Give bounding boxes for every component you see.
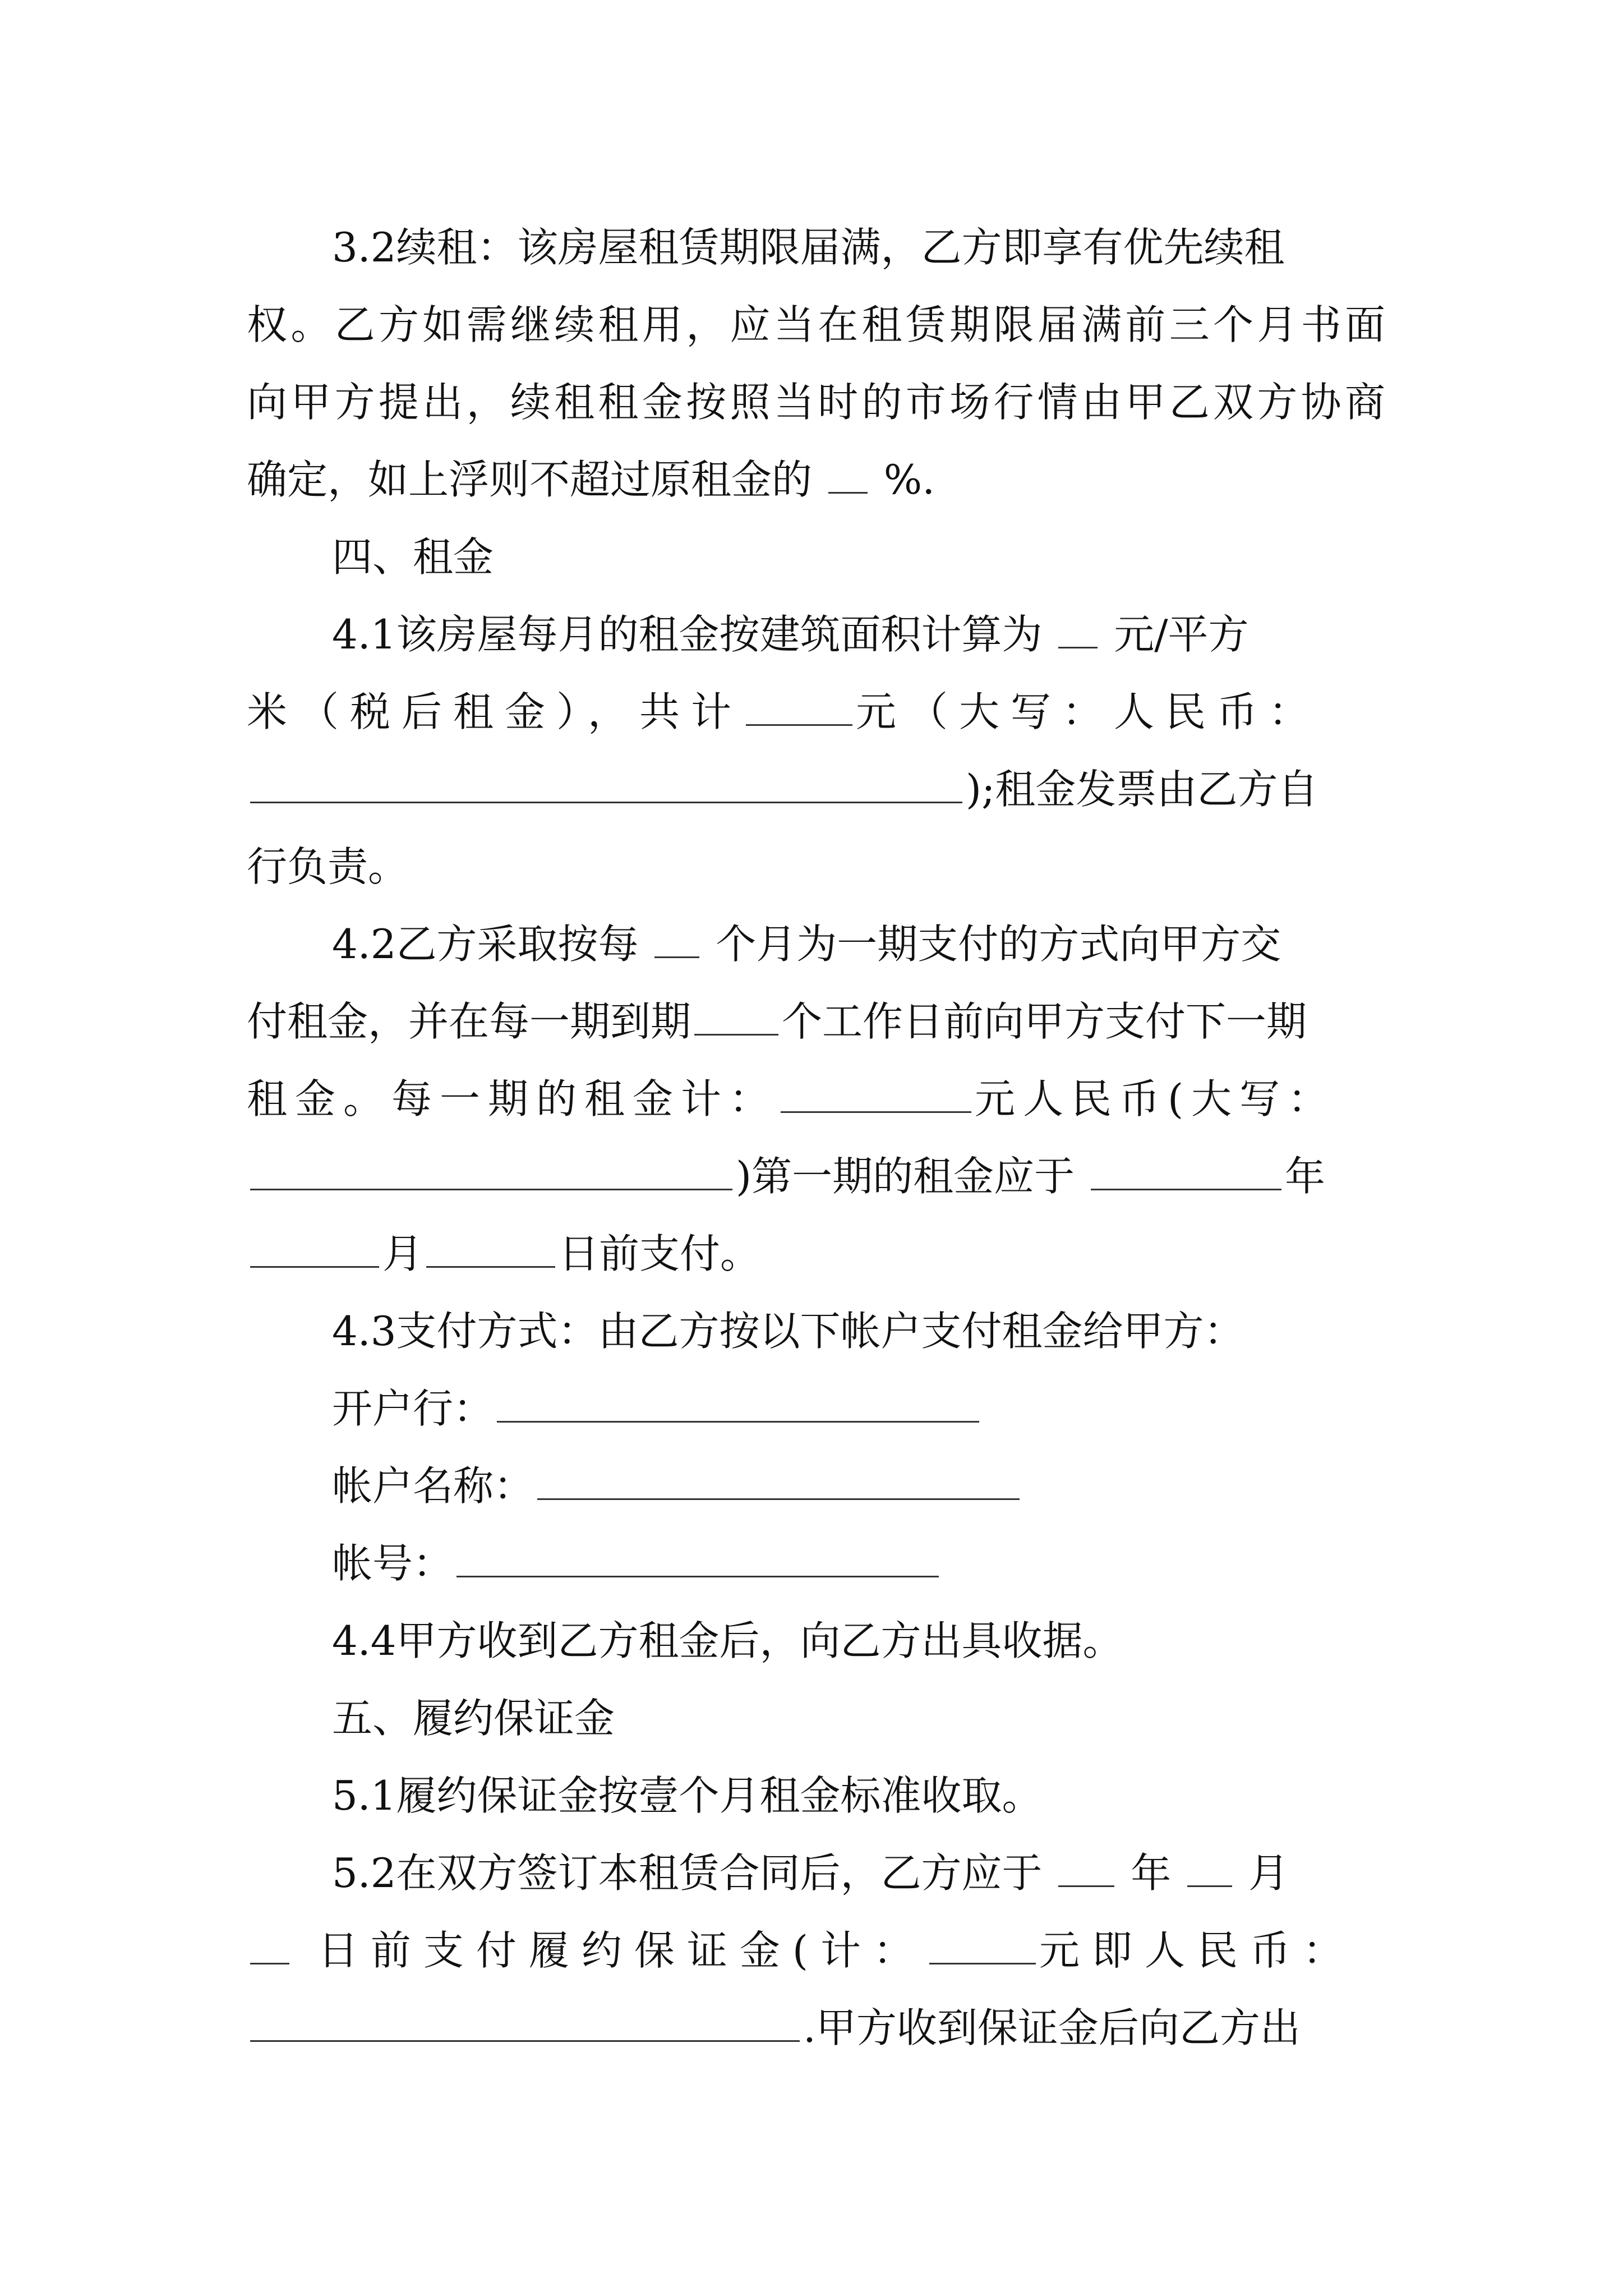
clause-4-3-line-1	[247, 1292, 1385, 1370]
clause-4-2-line-1	[247, 905, 1385, 983]
text-segment: 5.1履约保证金按壹个月租金标准收取。	[332, 1772, 1043, 1819]
text-segment: 权。乙方如需继续租用，应当在租赁期限届满前三个月书面	[247, 301, 1385, 348]
contract-body	[247, 209, 1385, 2067]
blank-field	[1187, 1853, 1232, 1887]
blank-field	[250, 1234, 379, 1268]
text-segment: 元人民币(大写：	[975, 1075, 1336, 1122]
clause-4-1-line-4	[247, 828, 1385, 905]
text-segment: 米（税后租金），共计	[247, 688, 743, 735]
blank-field	[1091, 1156, 1281, 1190]
text-segment: 3.2续租：该房屋租赁期限届满，乙方即享有优先续租	[332, 224, 1285, 271]
blank-field	[497, 1388, 979, 1423]
blank-field	[537, 1466, 1020, 1500]
clause-4-1-line-3	[247, 751, 1385, 828]
text-segment: 开户行：	[332, 1385, 494, 1432]
clause-4-4	[247, 1602, 1385, 1680]
text-segment: );租金发票由乙方自	[966, 766, 1318, 813]
blank-field	[929, 1930, 1036, 1964]
blank-field	[250, 1930, 289, 1964]
text-segment: 个月为一期支付的方式向甲方交	[716, 921, 1281, 968]
blank-field	[781, 1079, 971, 1113]
text-segment: 五、履约保证金	[332, 1695, 615, 1742]
text-segment: 付租金，并在每一期到期	[247, 998, 691, 1045]
clause-3-2-line-4	[247, 441, 1385, 518]
clause-4-1-line-1	[247, 596, 1385, 673]
text-segment: 向甲方提出，续租租金按照当时的市场行情由甲乙双方协商	[247, 379, 1385, 426]
clause-3-2-line-1	[247, 209, 1385, 286]
clause-5-2-line-2	[247, 1912, 1385, 1989]
text-segment: .甲方收到保证金后向乙方出	[803, 2004, 1301, 2051]
blank-field	[694, 1001, 778, 1036]
clause-5-2-line-1	[247, 1834, 1385, 1912]
clause-4-2-line-4	[247, 1138, 1385, 1215]
blank-field	[250, 769, 962, 803]
clause-3-2-line-2	[247, 286, 1385, 364]
blank-field	[828, 459, 868, 494]
section-5-heading	[247, 1680, 1385, 1757]
text-segment: 4.4甲方收到乙方租金后，向乙方出具收据。	[332, 1617, 1123, 1664]
clause-3-2-line-3	[247, 364, 1385, 441]
blank-field	[1058, 614, 1098, 648]
account-name-line	[247, 1447, 1385, 1525]
clause-4-1-line-2	[247, 673, 1385, 751]
text-segment: 行负责。	[247, 843, 409, 890]
text-segment: 4.1该房屋每月的租金按建筑面积计算为	[332, 611, 1043, 658]
text-segment: 个工作日前向甲方支付下一期	[782, 998, 1307, 1045]
account-number-line	[247, 1525, 1385, 1602]
blank-field	[457, 1543, 939, 1577]
text-segment: 年	[1284, 1153, 1325, 1200]
text-segment: 年	[1131, 1849, 1172, 1897]
blank-field	[1058, 1853, 1114, 1887]
bank-name-line	[247, 1370, 1385, 1447]
text-segment: 5.2在双方签订本租赁合同后，乙方应于	[332, 1849, 1043, 1897]
blank-field	[250, 2008, 800, 2042]
text-segment: 日前支付。	[559, 1230, 761, 1277]
text-segment: 确定，如上浮则不超过原租金的	[247, 456, 813, 503]
clause-4-2-line-5	[247, 1215, 1385, 1292]
blank-field	[654, 924, 699, 958]
text-segment: 元（大写：人民币：	[856, 688, 1321, 735]
blank-field	[746, 692, 852, 726]
blank-field	[426, 1234, 555, 1268]
text-segment: 日前支付履约保证金(计：	[317, 1927, 926, 1974]
text-segment: 月	[1248, 1849, 1289, 1897]
text-segment: 元/平方	[1114, 611, 1249, 658]
clause-4-2-line-3	[247, 1060, 1385, 1138]
text-segment: 租金。每一期的租金计：	[247, 1075, 778, 1122]
text-segment: 4.3支付方式：由乙方按以下帐户支付租金给甲方：	[332, 1308, 1244, 1355]
clause-4-2-line-2	[247, 983, 1385, 1060]
text-segment: 帐户名称：	[332, 1462, 534, 1510]
clause-5-1	[247, 1757, 1385, 1834]
blank-field	[250, 1156, 732, 1190]
text-segment: )第一期的租金应于	[736, 1153, 1075, 1200]
text-segment: 月	[382, 1230, 423, 1277]
text-segment: 元即人民币：	[1039, 1927, 1355, 1974]
section-4-heading	[247, 518, 1385, 596]
text-segment: 4.2乙方采取按每	[332, 921, 639, 968]
text-segment: 帐号：	[332, 1540, 454, 1587]
text-segment: %.	[883, 456, 935, 503]
text-segment: 四、租金	[332, 533, 494, 581]
clause-5-2-line-3	[247, 1989, 1385, 2067]
